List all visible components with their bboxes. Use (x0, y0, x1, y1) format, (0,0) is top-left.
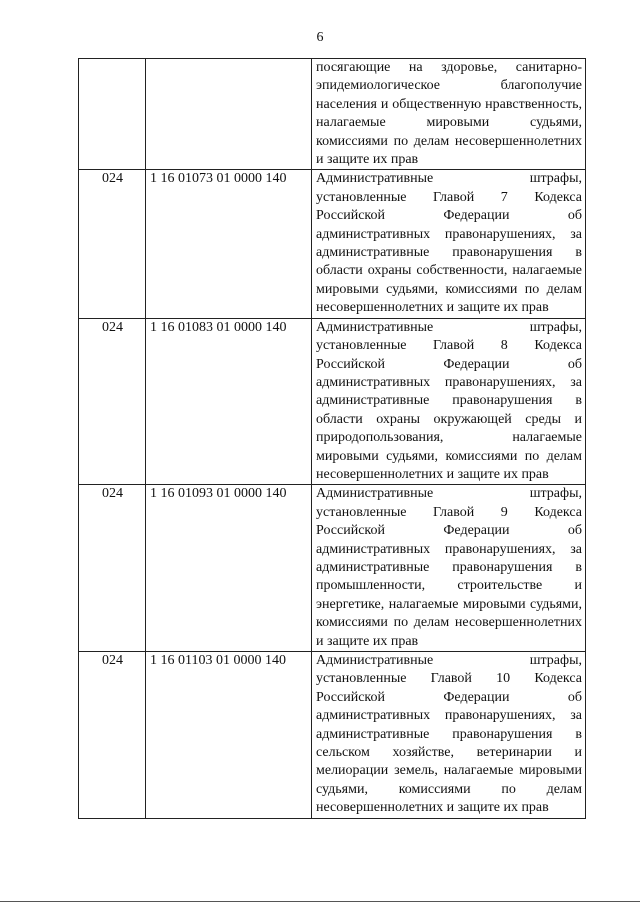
description-cell: Административные штрафы, установленные Главой 9 Кодекса Российской Федерации об административных правонарушениях, за административные правонарушения в промышленности, строительстве и энергетике, налагаемые мировыми судьями, комиссиями по делам несовершеннолетних и защите их прав (312, 485, 586, 652)
table-row (79, 59, 586, 170)
admin-code-cell: 024 (79, 485, 146, 652)
revenue-code-table (78, 58, 586, 819)
description-cell: Административные штрафы, установленные Главой 10 Кодекса Российской Федерации об административных правонарушениях, за административные правонарушения в сельском хозяйстве, ветеринарии и мелиорации земель, налагаемые мировыми судьями, комиссиями по делам несовершеннолетних и защите их прав (312, 652, 586, 819)
description-cell: Административные штрафы, установленные Главой 8 Кодекса Российской Федерации об административных правонарушениях, за административные правонарушения в области охраны окружающей среды и природопользования, налагаемые мировыми судьями, комиссиями по делам несовершеннолетних и защите их прав (312, 318, 586, 485)
kbk-code-cell: 1 16 01103 01 0000 140 (146, 652, 312, 819)
page-number: 6 (316, 30, 324, 45)
table-row (79, 485, 586, 652)
kbk-code-cell: 1 16 01093 01 0000 140 (146, 485, 312, 652)
kbk-code-cell: 1 16 01083 01 0000 140 (146, 318, 312, 485)
table-row (79, 652, 586, 819)
admin-code-cell: 024 (79, 170, 146, 318)
page-bottom-edge-line (0, 901, 640, 902)
kbk-code-cell: 1 16 01073 01 0000 140 (146, 170, 312, 318)
admin-code-cell: 024 (79, 318, 146, 485)
description-cell: посягающие на здоровье, санитарно-эпидемиологическое благополучие населения и общественную нравственность, налагаемые мировыми судьями, комиссиями по делам несовершеннолетних и защите их прав (312, 59, 586, 170)
kbk-code-cell (146, 59, 312, 170)
admin-code-cell (79, 59, 146, 170)
table-row (79, 170, 586, 318)
admin-code-cell: 024 (79, 652, 146, 819)
table-row (79, 318, 586, 485)
description-cell: Административные штрафы, установленные Главой 7 Кодекса Российской Федерации об административных правонарушениях, за административные правонарушения в области охраны собственности, налагаемые мировыми судьями, комиссиями по делам несовершеннолетних и защите их прав (312, 170, 586, 318)
